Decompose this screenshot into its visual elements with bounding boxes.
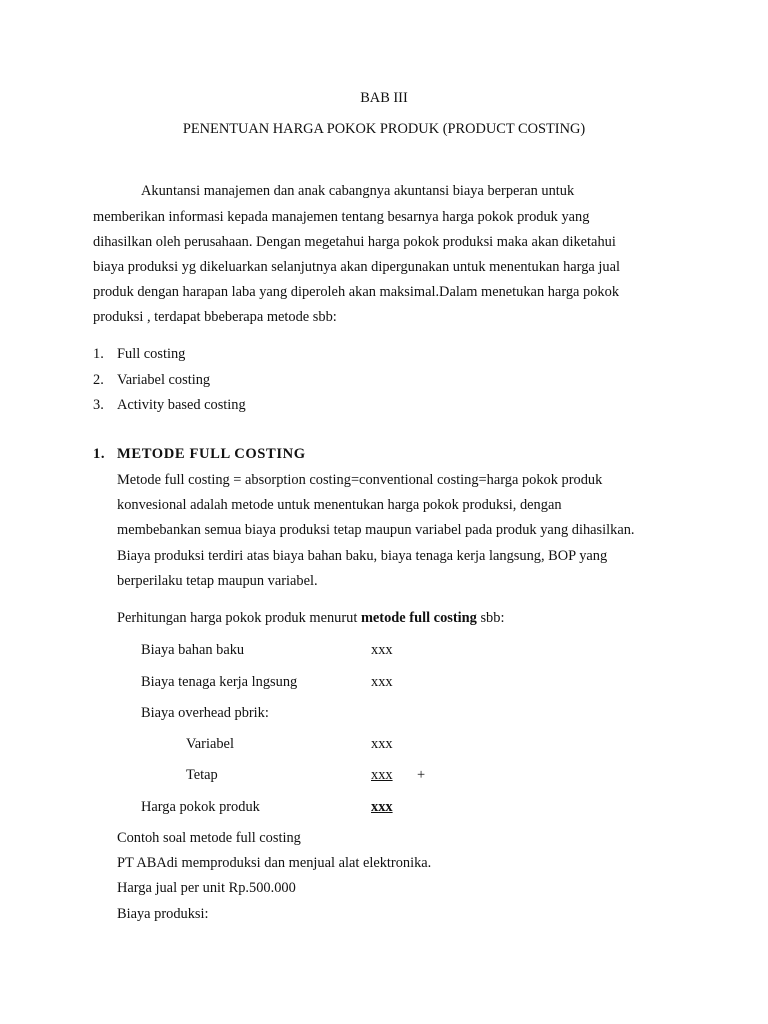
- calc-value-underlined: [371, 768, 427, 782]
- calc-label: Biaya bahan baku: [141, 642, 245, 658]
- list-number: 2.: [93, 372, 104, 388]
- calc-label: Biaya overhead pbrik:: [141, 705, 269, 721]
- section-line: berperilaku tetap maupun variabel.: [117, 573, 318, 589]
- intro-line: dihasilkan oleh perusahaan. Dengan megetahui harga pokok produksi maka akan diketahui: [93, 234, 616, 250]
- section-line: Biaya produksi terdiri atas biaya bahan baku, biaya tenaga kerja langsung, BOP yang: [117, 548, 608, 564]
- example-line: Harga jual per unit Rp.500.000: [117, 880, 296, 896]
- list-number: 1.: [93, 346, 104, 362]
- calculation-intro: [117, 611, 504, 625]
- document-title: PENENTUAN HARGA POKOK PRODUK (PRODUCT COSTING): [182, 121, 586, 137]
- intro-line: produksi , terdapat bbeberapa metode sbb:: [93, 309, 337, 325]
- calc-value: xxx: [371, 674, 393, 690]
- calc-sublabel: Tetap: [186, 767, 218, 783]
- calc-label: Biaya tenaga kerja lngsung: [141, 674, 298, 690]
- example-line: Biaya produksi:: [117, 906, 209, 922]
- calc-value: xxx: [371, 736, 393, 752]
- section-number: 1.: [93, 446, 106, 462]
- intro-line: produk dengan harapan laba yang diperoleh akan maksimal.Dalam menetukan harga pokok: [93, 284, 620, 300]
- plus-operator: +: [417, 767, 426, 783]
- example-line: PT ABAdi memproduksi dan menjual alat elektronika.: [117, 855, 432, 871]
- calc-sublabel: Variabel: [186, 736, 234, 752]
- section-line: membebankan semua biaya produksi tetap maupun variabel pada produk yang dihasilkan.: [117, 522, 635, 538]
- calc-intro-emphasis: metode full costing: [360, 610, 477, 626]
- chapter-label: BAB III: [360, 90, 408, 106]
- intro-line: biaya produksi yg dikeluarkan selanjutnya akan dipergunakan untuk menentukan harga jual: [93, 259, 620, 275]
- list-item: Full costing: [117, 346, 186, 362]
- calc-intro-text: Perhitungan harga pokok produk menurut: [117, 610, 361, 626]
- list-item: Activity based costing: [117, 397, 246, 413]
- calc-total-value: xxx: [371, 799, 393, 815]
- calc-value: xxx: [371, 767, 393, 783]
- list-number: 3.: [93, 397, 104, 413]
- intro-line: Akuntansi manajemen dan anak cabangnya akuntansi biaya berperan untuk: [141, 183, 575, 199]
- calc-intro-text-end: sbb:: [476, 610, 505, 626]
- intro-line: memberikan informasi kepada manajemen tentang besarnya harga pokok produk yang: [93, 209, 590, 225]
- section-line: Metode full costing = absorption costing=conventional costing=harga pokok produk: [117, 472, 603, 488]
- section-line: konvesional adalah metode untuk menentukan harga pokok produksi, dengan: [117, 497, 562, 513]
- calc-value: xxx: [371, 642, 393, 658]
- calc-total-label: Harga pokok produk: [141, 799, 260, 815]
- example-line: Contoh soal metode full costing: [117, 830, 301, 846]
- list-item: Variabel costing: [117, 372, 211, 388]
- section-heading: METODE FULL COSTING: [117, 446, 306, 462]
